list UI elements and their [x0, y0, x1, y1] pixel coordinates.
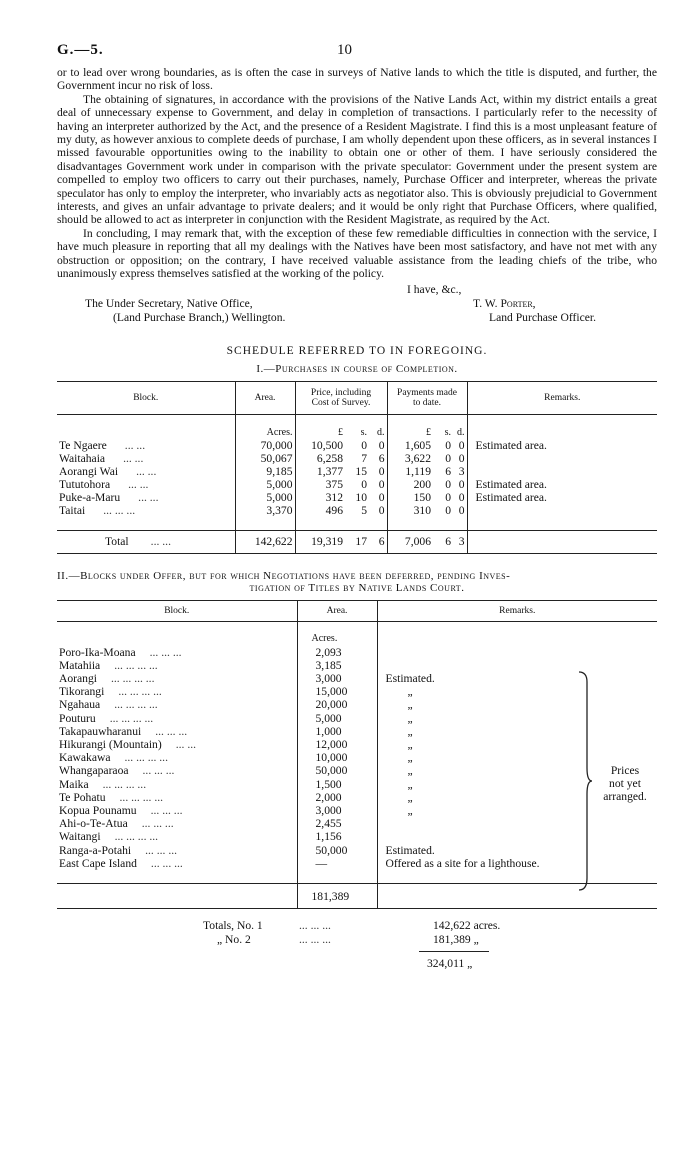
- table-row: [57, 764, 657, 777]
- block-name: Ngahaua ... ... ... ...: [59, 698, 158, 712]
- price-pence: 0: [378, 490, 385, 504]
- table-row: [57, 844, 657, 857]
- table-row: [57, 478, 657, 491]
- area-cell: 1,500: [297, 778, 377, 791]
- area-cell: 12,000: [297, 738, 377, 751]
- purchases-table: [57, 381, 657, 554]
- total-paid-pounds: 7,006: [387, 530, 433, 553]
- block-name: Taitai ... ... ...: [59, 503, 136, 517]
- remarks-cell: „: [377, 764, 657, 777]
- schedule-title: SCHEDULE REFERRED TO IN FOREGOING.: [226, 344, 488, 357]
- price-pounds: 6,258: [295, 452, 345, 465]
- total-row: [57, 884, 657, 909]
- letter-closing: [57, 281, 657, 335]
- table-header-row: [57, 600, 657, 621]
- unit-acres: Acres.: [297, 621, 377, 646]
- block-name: Te Ngaere ... ...: [59, 438, 146, 452]
- letter-body: [57, 66, 657, 281]
- remarks-cell: [377, 659, 657, 672]
- table-row: [57, 452, 657, 465]
- block-name: Waitangi ... ... ... ...: [59, 830, 159, 844]
- col-header-payments: Payments made to date.: [387, 381, 467, 414]
- total-area: 142,622: [235, 530, 295, 553]
- remarks-cell: Estimated area.: [467, 491, 657, 504]
- price-shillings: 0: [361, 477, 367, 491]
- remarks-cell: „: [377, 791, 657, 804]
- signatory-name: T. W. Porter,: [473, 296, 536, 310]
- table-row: [57, 672, 657, 685]
- table-header-row: [57, 381, 657, 414]
- price-shillings: 5: [361, 503, 367, 517]
- remarks-cell: „: [377, 725, 657, 738]
- block-name: Kawakawa ... ... ... ...: [59, 751, 168, 765]
- unit-pound: £: [295, 414, 345, 439]
- total-price-pounds: 19,319: [295, 530, 345, 553]
- area-cell: 15,000: [297, 685, 377, 698]
- table-row: [57, 712, 657, 725]
- table1-title: I.—Purchases in course of Completion.: [256, 362, 458, 375]
- price-shillings: 10: [355, 490, 367, 504]
- remarks-cell: Estimated area.: [467, 478, 657, 491]
- table-row: [57, 830, 657, 843]
- price-pounds: 496: [295, 504, 345, 517]
- block-name: Pouturu ... ... ... ...: [59, 711, 154, 725]
- total-label: Total ... ...: [105, 535, 171, 548]
- units-row: [57, 414, 657, 439]
- paid-pence: 0: [458, 451, 465, 465]
- right-brace-icon: [577, 670, 593, 892]
- area-cell: 2,000: [297, 791, 377, 804]
- price-pence: 0: [378, 464, 385, 478]
- paid-pounds: 310: [387, 504, 433, 517]
- units-row: [57, 621, 657, 646]
- remarks-cell: „: [377, 698, 657, 711]
- paid-pounds: 1,605: [387, 439, 433, 452]
- paragraph: or to lead over wrong boundaries, as is often the case in surveys of Native lands to which the title is disputed, and further, the Government incur no risk of loss.: [57, 66, 657, 93]
- table-row: [57, 465, 657, 478]
- table-row: [57, 751, 657, 764]
- col-header-block: Block.: [57, 600, 297, 621]
- totals-grand: 324,011 „: [427, 957, 473, 971]
- signatory-title: Land Purchase Officer.: [489, 310, 596, 324]
- unit-acres: Acres.: [235, 414, 295, 439]
- unit-pence: d.: [377, 426, 385, 438]
- remarks-cell: Estimated.: [377, 844, 657, 857]
- remarks-cell: „: [377, 804, 657, 817]
- col-header-price: Price, including Cost of Survey.: [295, 381, 387, 414]
- table-row: [57, 791, 657, 804]
- table-row: [57, 659, 657, 672]
- paid-shillings: 0: [445, 490, 451, 504]
- block-name: Maika ... ... ... ...: [59, 777, 147, 791]
- area-cell: 3,000: [297, 804, 377, 817]
- price-pence: 0: [378, 503, 385, 517]
- price-pence: 6: [378, 451, 385, 465]
- col-header-area: Area.: [235, 381, 295, 414]
- area-cell: 3,185: [297, 659, 377, 672]
- block-name: Aorangi Wai ... ...: [59, 464, 157, 478]
- unit-shilling: s.: [444, 426, 451, 438]
- addressee-line: The Under Secretary, Native Office,: [85, 296, 253, 310]
- paid-shillings: 0: [445, 438, 451, 452]
- area-cell: —: [297, 857, 377, 870]
- table2-title: II.—Blocks under Offer, but for which Negotiations have been deferred, pending Inves-: [57, 569, 511, 582]
- area-cell: 2,455: [297, 817, 377, 830]
- col-header-area: Area.: [297, 600, 377, 621]
- block-name: Matahiia ... ... ... ...: [59, 658, 158, 672]
- block-name: East Cape Island ... ... ...: [59, 856, 183, 870]
- remarks-cell: [467, 504, 657, 517]
- table-row: [57, 685, 657, 698]
- salutation: I have, &c.,: [407, 282, 462, 296]
- price-pounds: 10,500: [295, 439, 345, 452]
- remarks-cell: [377, 817, 657, 830]
- area-cell: 1,000: [297, 725, 377, 738]
- table-row: [57, 698, 657, 711]
- unit-pence: d.: [457, 426, 465, 438]
- price-pence: 0: [378, 477, 385, 491]
- document-code: G.—5.: [57, 42, 104, 58]
- table-row: [57, 857, 657, 870]
- block-name: Aorangi ... ... ... ...: [59, 671, 155, 685]
- block-name: Te Pohatu ... ... ... ...: [59, 790, 164, 804]
- grand-totals: Totals, No. 1 ... ... ... 142,622 acres. „ No. 2 ... ... ... 181,389 „ 324,011 „: [203, 919, 501, 971]
- remarks-cell: „: [377, 738, 657, 751]
- block-name: Tututohora ... ...: [59, 477, 149, 491]
- addressee-line: (Land Purchase Branch,) Wellington.: [113, 310, 286, 324]
- paid-shillings: 0: [445, 503, 451, 517]
- paid-pence: 0: [458, 438, 465, 452]
- totals-value-1: 142,622 acres.: [433, 919, 501, 933]
- area-cell: 10,000: [297, 751, 377, 764]
- area-cell: 50,067: [235, 452, 295, 465]
- remarks-cell: „: [377, 712, 657, 725]
- price-shillings: 15: [355, 464, 367, 478]
- area-cell: 1,156: [297, 830, 377, 843]
- area-cell: 5,000: [297, 712, 377, 725]
- total-row: [57, 530, 657, 553]
- signatory: [473, 297, 536, 310]
- paid-pence: 0: [458, 477, 465, 491]
- table-row: [57, 738, 657, 751]
- area-cell: 9,185: [235, 465, 295, 478]
- totals-rule: [419, 951, 489, 952]
- block-name: Tikorangi ... ... ... ...: [59, 685, 162, 699]
- price-shillings: 0: [361, 438, 367, 452]
- block-name: Ahi-o-Te-Atua ... ... ...: [59, 817, 174, 831]
- paragraph: In concluding, I may remark that, with the exception of these few remediable difficulties in connection with the service, I have much pleasure in reporting that all my dealings with the Natives have been most satisfactory, and have not met with any obstruction or opposition; on the contrary, I have received valuable assistance from the leading chiefs of the tribe, who unanimously express themselves satisfied at the working of the policy.: [57, 226, 657, 281]
- table-row: [57, 804, 657, 817]
- table-row: [57, 439, 657, 452]
- remarks-cell: „: [377, 751, 657, 764]
- total-paid-shillings: 6: [445, 535, 451, 548]
- table-row: [57, 817, 657, 830]
- area-cell: 50,000: [297, 844, 377, 857]
- block-name: Waitahaia ... ...: [59, 451, 144, 465]
- remarks-cell: [377, 646, 657, 659]
- area-cell: 5,000: [235, 478, 295, 491]
- price-pounds: 375: [295, 478, 345, 491]
- paid-shillings: 0: [445, 451, 451, 465]
- block-name: Poro-Ika-Moana ... ... ...: [59, 645, 182, 659]
- remarks-cell: Estimated.: [377, 672, 657, 685]
- unit-shilling: s.: [360, 426, 367, 438]
- price-pounds: 312: [295, 491, 345, 504]
- total-paid-pence: 3: [458, 535, 465, 548]
- block-name: Takapauwharanui ... ... ...: [59, 724, 188, 738]
- table-row: [57, 491, 657, 504]
- col-header-remarks: Remarks.: [377, 600, 657, 621]
- price-pence: 0: [378, 438, 385, 452]
- paid-pence: 0: [458, 503, 465, 517]
- area-cell: 5,000: [235, 491, 295, 504]
- table-row: [57, 725, 657, 738]
- price-pounds: 1,377: [295, 465, 345, 478]
- table-row: [57, 646, 657, 659]
- paid-pence: 3: [458, 464, 465, 478]
- totals-value-2: 181,389 „: [433, 933, 479, 947]
- area-cell: 20,000: [297, 698, 377, 711]
- area-cell: 50,000: [297, 764, 377, 777]
- remarks-cell: [377, 830, 657, 843]
- paid-shillings: 0: [445, 477, 451, 491]
- brace-note: Prices not yet arranged.: [603, 763, 647, 804]
- totals-label-2: „ No. 2: [217, 933, 251, 947]
- block-name: Kopua Pounamu ... ... ...: [59, 803, 183, 817]
- area-cell: 3,370: [235, 504, 295, 517]
- area-cell: 3,000: [297, 672, 377, 685]
- paragraph: The obtaining of signatures, in accordance with the provisions of the Native Lands Act, within my district entails a great deal of unnecessary expense to Government, and delay in completion of transactions. I particularly refer to the necessity of having an interpreter authorized by the Act, and the presence of a Resident Magistrate. I find this is a most unpleasant feature of my duty, as however anxious to complete deeds of purchase, I am wholly dependent upon these officers, as in several instances I missed favourable opportunities owing to the inability to obtain one or other of them. I have seriously considered the disadvantages Government work under in comparison with the private speculator: Government under the present system are compelled to employ two officers to carry out their purchases, namely, Purchase Officer and interpreter, whereas the private speculator has only to employ the interpreter, who invariably acts as negotiator also. This is obviously prejudicial to Government interests, and gives an unfair advantage to private dealers; and it would be only right that Purchase Officers, where qualified, should be allowed to act as interpreter in conjunction with the Resident Magistrate, as required by the Act.: [57, 92, 657, 227]
- table-row: [57, 504, 657, 517]
- blocks-under-offer-table: [57, 600, 657, 910]
- total-area: 181,389: [297, 884, 377, 909]
- remarks-cell: „: [377, 778, 657, 791]
- col-header-remarks: Remarks.: [467, 381, 657, 414]
- remarks-cell: [467, 452, 657, 465]
- paid-pounds: 1,119: [387, 465, 433, 478]
- totals-label-1: Totals, No. 1: [203, 919, 263, 933]
- total-price-pence: 6: [378, 535, 385, 548]
- paid-shillings: 6: [445, 464, 451, 478]
- paid-pounds: 3,622: [387, 452, 433, 465]
- block-name: Whangaparaoa ... ... ...: [59, 764, 175, 778]
- remarks-cell: „: [377, 685, 657, 698]
- remarks-cell: Offered as a site for a lighthouse.: [377, 857, 657, 870]
- document-page: [57, 40, 657, 999]
- remarks-cell: Estimated area.: [467, 439, 657, 452]
- area-cell: 70,000: [235, 439, 295, 452]
- area-cell: 2,093: [297, 646, 377, 659]
- block-name: Puke-a-Maru ... ...: [59, 490, 159, 504]
- table-row: [57, 778, 657, 791]
- paid-pounds: 150: [387, 491, 433, 504]
- block-name: Hikurangi (Mountain) ... ...: [59, 737, 197, 751]
- table2-title-cont: tigation of Titles by Native Lands Court.: [249, 581, 465, 594]
- page-number: 10: [337, 42, 352, 58]
- block-name: Ranga-a-Potahi ... ... ...: [59, 843, 178, 857]
- col-header-block: Block.: [57, 381, 235, 414]
- paid-pence: 0: [458, 490, 465, 504]
- paid-pounds: 200: [387, 478, 433, 491]
- unit-pound: £: [387, 414, 433, 439]
- page-header: [57, 40, 657, 66]
- total-price-shillings: 17: [355, 535, 367, 548]
- price-shillings: 7: [361, 451, 367, 465]
- remarks-cell: [467, 465, 657, 478]
